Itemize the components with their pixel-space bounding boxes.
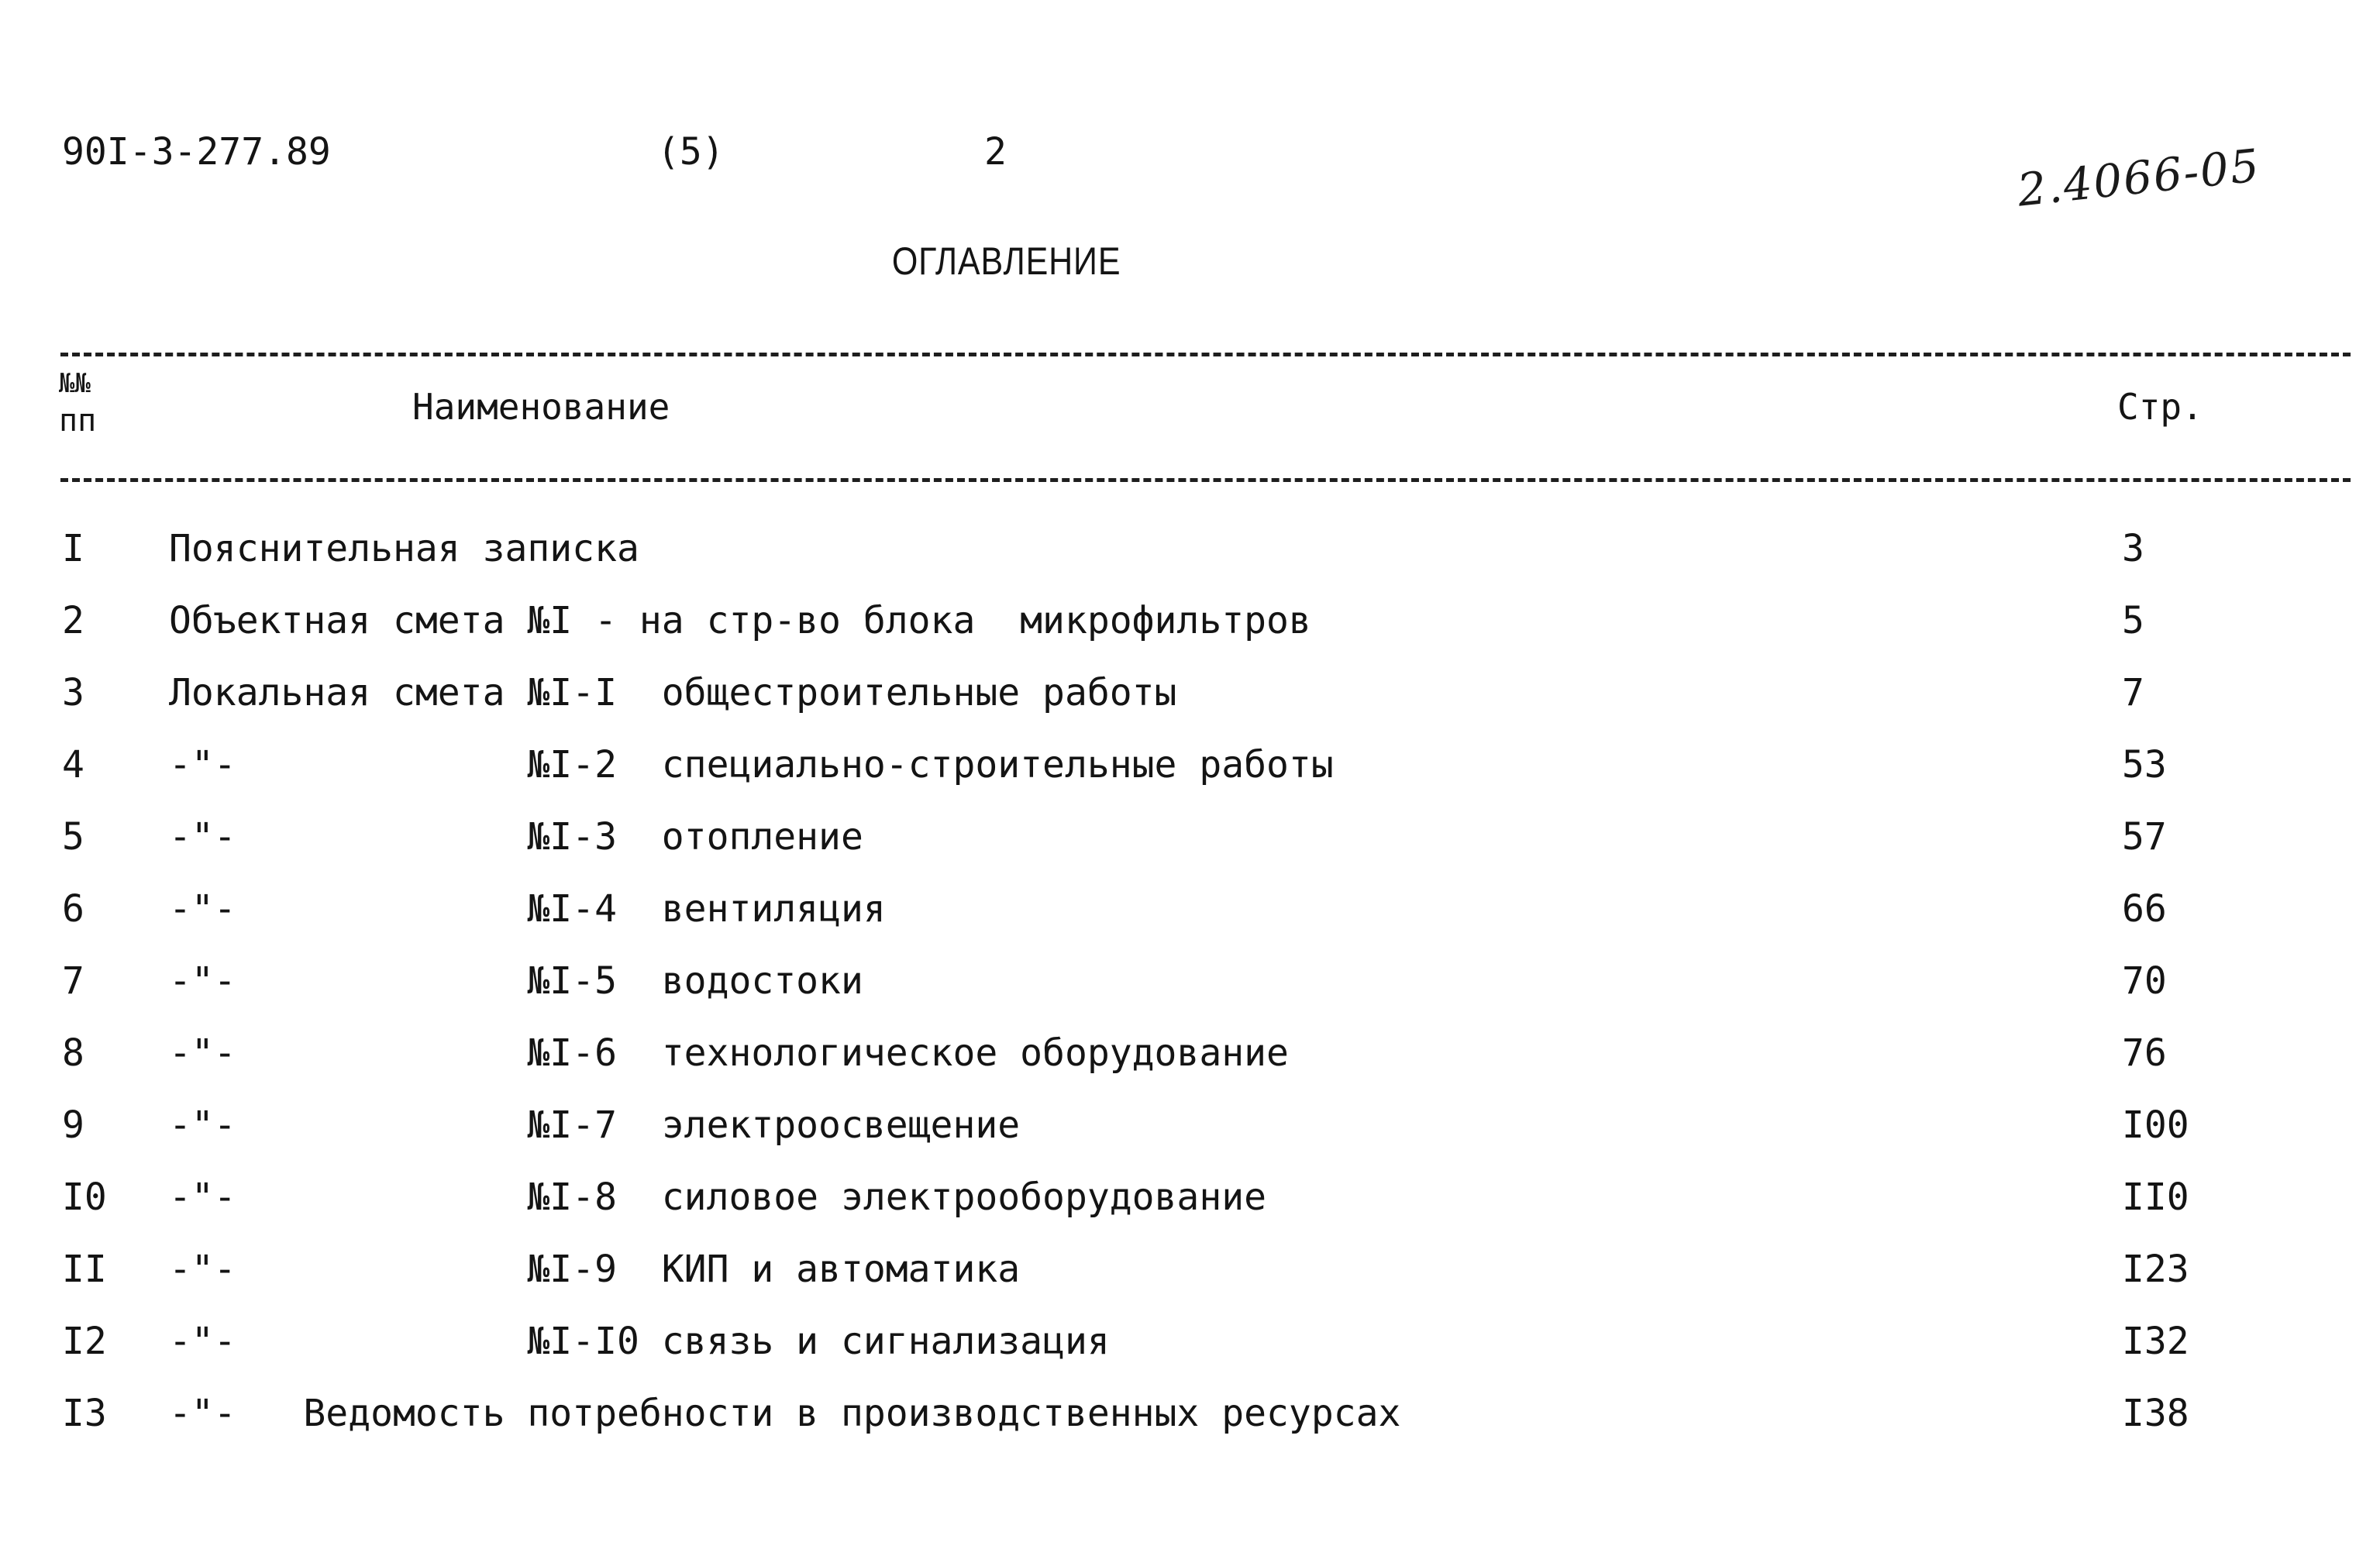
column-number-header-line1: №№ <box>59 368 91 399</box>
column-page-header: Стр. <box>2117 386 2203 428</box>
row-number: 5 <box>62 815 84 859</box>
toc-row <box>0 1248 2380 1310</box>
row-number: I3 <box>62 1392 107 1435</box>
row-number: 9 <box>62 1103 84 1147</box>
row-number: 7 <box>62 959 84 1003</box>
row-title: -"- №I-2 специально-строительные работы <box>169 743 1334 787</box>
row-page: 66 <box>2122 887 2167 931</box>
row-title: Пояснительная записка <box>169 527 639 570</box>
row-page: 70 <box>2122 959 2167 1003</box>
row-page: 7 <box>2122 671 2144 714</box>
toc-row <box>0 743 2380 805</box>
row-number: 2 <box>62 599 84 642</box>
toc-row <box>0 1320 2380 1382</box>
toc-row <box>0 527 2380 589</box>
row-page: I00 <box>2122 1103 2189 1147</box>
document-code: 90I-3-277.89 <box>62 130 331 174</box>
row-page: 53 <box>2122 743 2167 787</box>
row-title: -"- №I-9 КИП и автоматика <box>169 1248 1021 1291</box>
row-title: -"- Ведомость потребности в производственных ресурсах <box>169 1392 1401 1435</box>
row-page: II0 <box>2122 1176 2189 1219</box>
document-part: (5) <box>657 130 725 174</box>
page-number: 2 <box>984 130 1007 174</box>
row-title: -"- №I-6 технологическое оборудование <box>169 1031 1289 1075</box>
toc-row <box>0 671 2380 733</box>
row-page: I32 <box>2122 1320 2189 1363</box>
row-page: 57 <box>2122 815 2167 859</box>
row-page: I38 <box>2122 1392 2189 1435</box>
row-number: 4 <box>62 743 84 787</box>
row-page: 5 <box>2122 599 2144 642</box>
row-title: -"- №I-3 отопление <box>169 815 863 859</box>
row-title: -"- №I-8 силовое электрооборудование <box>169 1176 1267 1219</box>
toc-row <box>0 1392 2380 1454</box>
row-title: -"- №I-4 вентиляция <box>169 887 886 931</box>
handwritten-inventory-number: 2.4066-05 <box>2015 139 2263 217</box>
row-number: 8 <box>62 1031 84 1075</box>
toc-row <box>0 887 2380 949</box>
row-title: -"- №I-5 водостоки <box>169 959 863 1003</box>
row-title: Объектная смета №I - на стр-во блока микрофильтров <box>169 599 1311 642</box>
row-page: I23 <box>2122 1248 2189 1291</box>
row-title: Локальная смета №I-I общестроительные работы <box>169 671 1177 714</box>
toc-row <box>0 1031 2380 1093</box>
row-number: 6 <box>62 887 84 931</box>
row-title: -"- №I-I0 связь и сигнализация <box>169 1320 1110 1363</box>
row-number: I <box>62 527 84 570</box>
row-number: I2 <box>62 1320 107 1363</box>
row-page: 76 <box>2122 1031 2167 1075</box>
toc-row <box>0 815 2380 877</box>
toc-row <box>0 599 2380 661</box>
header-bottom-dashed-rule <box>60 478 2351 482</box>
page-title: ОГЛАВЛЕНИЕ <box>891 239 1121 283</box>
column-number-header-line2: пп <box>59 403 97 439</box>
row-number: I0 <box>62 1176 107 1219</box>
row-number: II <box>62 1248 107 1291</box>
toc-row <box>0 1176 2380 1238</box>
row-page: 3 <box>2122 527 2144 570</box>
top-dashed-rule <box>60 353 2351 356</box>
toc-row <box>0 1103 2380 1165</box>
column-name-header: Наименование <box>412 386 670 428</box>
row-number: 3 <box>62 671 84 714</box>
row-title: -"- №I-7 электроосвещение <box>169 1103 1021 1147</box>
toc-row <box>0 959 2380 1021</box>
